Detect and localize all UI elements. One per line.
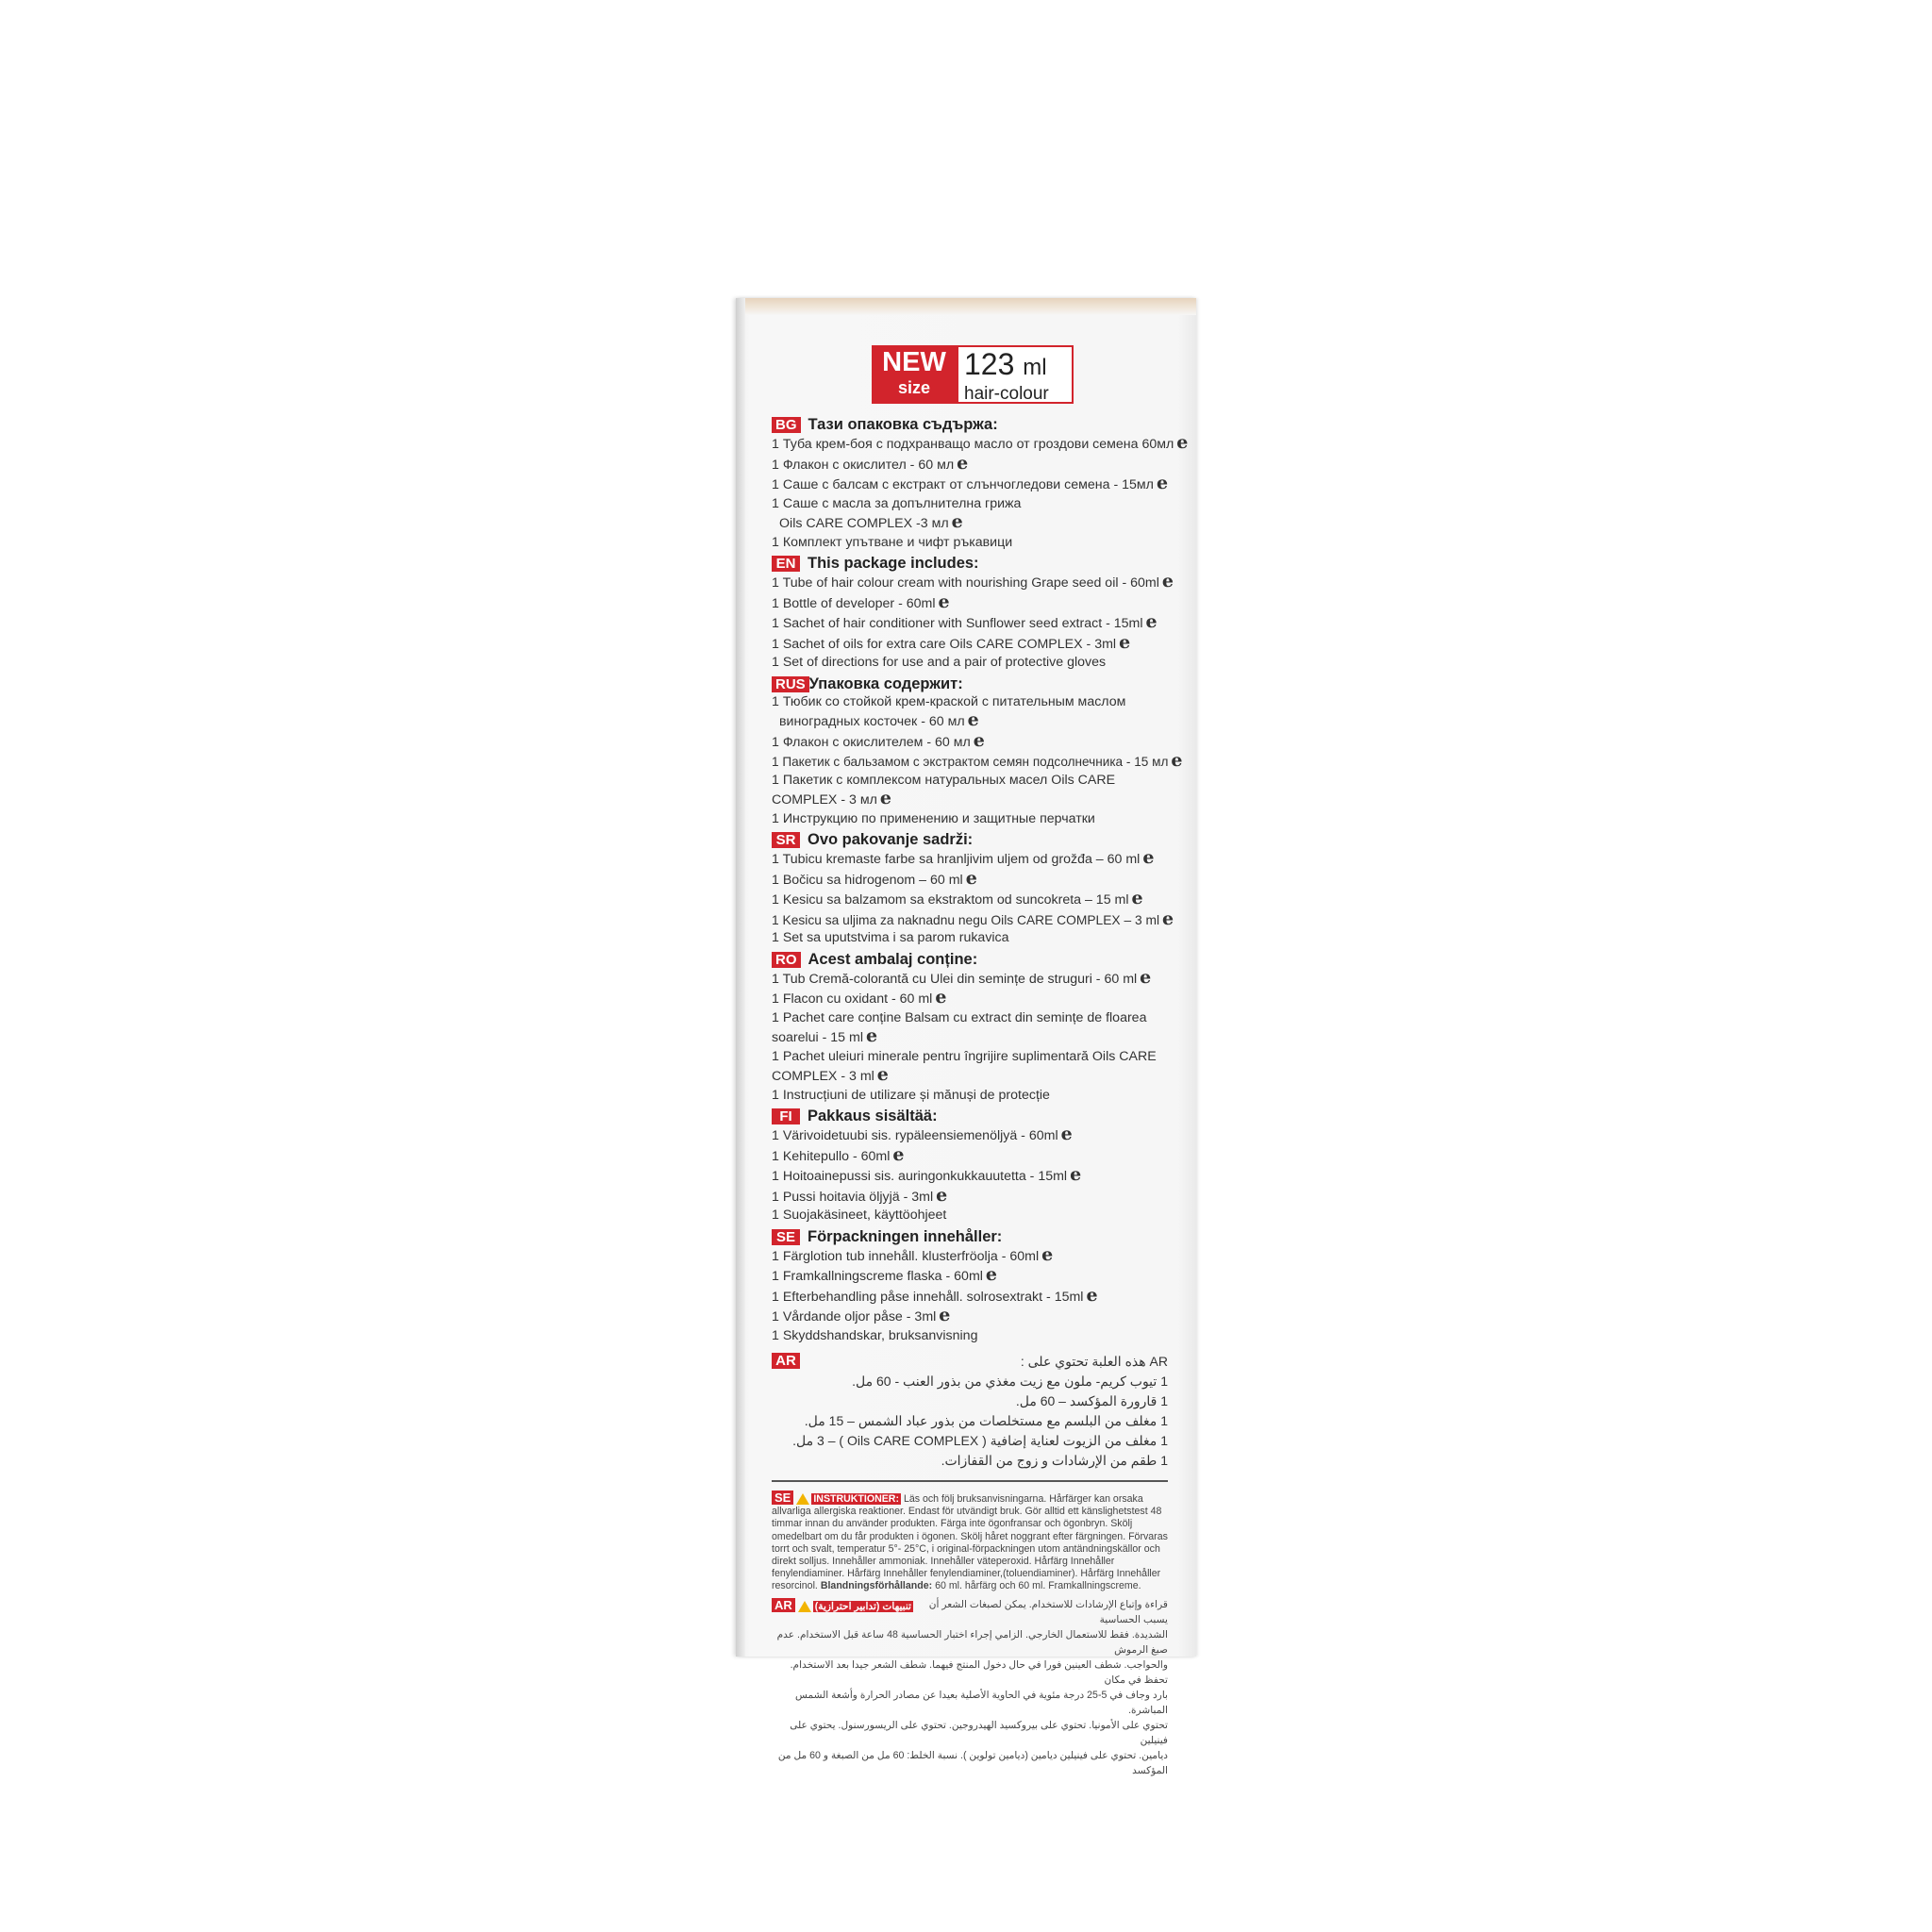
section-ar <box>772 1353 1168 1471</box>
warning-line: بارد وجاف في 5-25 درجة مئوية في الحاوية الأصلية بعيدا عن مصادر الحرارة وأشعة الشمس المباشرة. <box>794 1689 1168 1716</box>
section-bg <box>772 416 1189 552</box>
language-tag: SE <box>772 1491 793 1505</box>
list-item-text: 1 Тюбик со стойкой крем-краской с питательным маслом <box>772 693 1126 709</box>
e-mark: e <box>1171 750 1183 771</box>
section-header <box>772 831 1168 849</box>
list-item <box>772 929 1168 948</box>
list-item-text: 1 Pachet uleiuri minerale pentru îngrijire suplimentară Oils CARE <box>772 1048 1157 1064</box>
list-item <box>772 750 1183 772</box>
list-item <box>772 908 1174 930</box>
warning-line: تحتوي على الأمونيا. تحتوي على بيروكسيد الهيدروجين. تحتوي على الريسورسنول. يحتوي على فينيلين <box>790 1719 1168 1746</box>
list-item <box>772 513 1168 534</box>
list-item: 1 طقم من الإرشادات و زوج من القفازات. <box>941 1453 1168 1468</box>
list-item <box>772 1266 1168 1287</box>
list-item <box>772 1327 1168 1346</box>
list-item-text: 1 Туба крем-боя с подхранващо масло от гроздови семена 60мл <box>772 437 1174 452</box>
list-item: AR هذه العلبة تحتوي على : <box>1020 1354 1168 1369</box>
e-mark: e <box>951 511 963 532</box>
section-header <box>772 1108 1168 1125</box>
list-item <box>772 1307 1168 1327</box>
list-item <box>772 452 1168 475</box>
package-contents <box>772 413 1189 1778</box>
list-item-text: 1 Instrucțiuni de utilizare și mănuși de protecție <box>772 1087 1050 1103</box>
list-item-text: 1 Sachet of oils for extra care Oils CARE COMPLEX - 3ml <box>772 636 1117 652</box>
list-item-text: 1 Pussi hoitavia öljyjä - 3ml <box>772 1189 934 1205</box>
e-mark: e <box>866 1025 878 1046</box>
list-item <box>772 1243 1168 1267</box>
section-title: Ovo pakovanje sadrži: <box>808 831 974 848</box>
list-item <box>772 593 1168 614</box>
e-mark: e <box>1142 847 1155 868</box>
list-item-text: 1 Skyddshandskar, bruksanvisning <box>772 1327 978 1343</box>
badge-volume <box>964 347 1072 385</box>
list-item <box>772 475 1168 495</box>
divider <box>772 1480 1168 1482</box>
warning-label: INSTRUKTIONER: <box>813 1493 899 1505</box>
list-item-text: 1 Инструкцию по применению и защитные перчатки <box>772 810 1095 826</box>
warning-label: تنبيهات (تدابير احترازية) <box>814 1600 912 1612</box>
list-item <box>772 1166 1168 1187</box>
list-item <box>772 534 1168 553</box>
list-item <box>772 1284 1168 1307</box>
list-item-text: 1 Efterbehandling påse innehåll. solrosextrakt - 15ml <box>772 1289 1084 1305</box>
warning-line: ديامين. تحتوي على فينيلين ديامين (ديامين تولوين ). نسبة الخلط: 60 مل من الصبغة و 60 مل من المؤكسد <box>777 1749 1168 1776</box>
list-item-text: 1 Set sa uputstvima i sa parom rukavica <box>772 930 1009 945</box>
warning-line: الشديدة. فقط للاستعمال الخارجي. الزامي إجراء اختبار الحساسية 48 ساعة قبل الاستخدام. عدم صبغ الرموش <box>776 1628 1168 1656</box>
list-item <box>772 772 1168 791</box>
list-item: 1 قارورة المؤكسد – 60 مل. <box>1015 1393 1168 1408</box>
list-item <box>772 1184 1168 1208</box>
list-item: 1 تيوب كريم- ملون مع زيت مغذي من بذور العنب - 60 مل. <box>852 1374 1168 1389</box>
mix-ratio-label: Blandningsförhållande: <box>820 1580 933 1592</box>
section-title: Pakkaus sisältää: <box>808 1108 938 1124</box>
list-item <box>772 432 1189 455</box>
e-mark: e <box>967 709 979 730</box>
badge-volume-number: 123 <box>964 347 1015 381</box>
e-mark: e <box>1161 571 1174 591</box>
list-item <box>772 1207 1168 1225</box>
section-en <box>772 555 1174 673</box>
list-item <box>772 571 1174 593</box>
e-mark: e <box>957 452 969 474</box>
e-mark: e <box>1070 1164 1082 1185</box>
e-mark: e <box>876 1064 889 1085</box>
list-item <box>772 966 1168 990</box>
language-tag: SR <box>772 832 800 848</box>
list-item <box>772 729 1168 753</box>
list-item: 1 مغلف من الزيوت لعناية إضافية ( Oils CARE COMPLEX ) – 3 مل. <box>792 1433 1168 1448</box>
list-item-text: 1 Пакетик с бальзамом с экстрактом семян подсолнечника - 15 мл <box>772 755 1169 769</box>
list-item-text: 1 Саше с масла за допълнителна грижа <box>772 495 1022 511</box>
warning-line: قراءة وإتباع الإرشادات للاستخدام. يمكن لصبغات الشعر أن يسبب الحساسية <box>928 1598 1168 1625</box>
list-item-text: 1 Kehitepullo - 60ml <box>772 1148 891 1164</box>
list-item-text: 1 Комплект упътване и чифт ръкавици <box>772 534 1013 550</box>
list-item-text: 1 Tub Cremă-colorantă cu Ulei din semințe de struguri - 60 ml <box>772 971 1138 987</box>
e-mark: e <box>1176 432 1189 453</box>
e-mark: e <box>939 1305 951 1325</box>
list-item-text: 1 Färglotion tub innehåll. klusterfröolja - 60ml <box>772 1248 1040 1264</box>
list-item-text: 1 Tubicu kremaste farbe sa hranljivim uljem od grožđa – 60 ml <box>772 852 1141 867</box>
list-item-text: 1 Set of directions for use and a pair of protective gloves <box>772 655 1107 670</box>
badge-product: hair-colour <box>964 384 1049 404</box>
list-item-text: 1 Vårdande oljor påse - 3ml <box>772 1309 937 1324</box>
list-item-text: 1 Tube of hair colour cream with nourishing Grape seed oil - 60ml <box>772 575 1159 591</box>
warning-triangle-icon <box>798 1601 811 1612</box>
list-item <box>772 790 1168 810</box>
section-header <box>772 555 1168 573</box>
language-tag: EN <box>772 556 800 572</box>
box-top-edge <box>736 298 1196 315</box>
list-item <box>772 1027 1168 1048</box>
list-item-text: 1 Framkallningscreme flaska - 60ml <box>772 1269 983 1284</box>
section-rus <box>772 675 1183 829</box>
list-item-text: 1 Пакетик с комплексом натуральных масел Oils CARE <box>772 772 1116 788</box>
language-tag: AR <box>772 1353 800 1369</box>
list-item-text: COMPLEX - 3 мл <box>772 792 877 808</box>
warning-header-left <box>772 1597 913 1614</box>
section-title: This package includes: <box>808 555 979 572</box>
warning-text: Läs och följ bruksanvisningarna. Hårfärger kan orsaka allvarliga allergiska reaktioner. Endast för utvändigt bruk. Gör alltid ett känslighetstest 48 timmar innan du använder produkten. Färga inte ögonfransar och ögonbryn. Skölj omedelbart om du får produkten i ögonen. Skölj håret noggrant efter färgningen. Förvaras torrt och svalt, temperatur 5°- 25°C, i original-förpackningen utom antändningskällor och direkt solljus. Innehåller ammoniak. Innehåller väteperoxid. Hårfärg Innehåller fenylendiaminer. Hårfärg Innehåller fenylendiaminer,(toluendiaminer). Hårfärg Innehåller resorcinol. <box>772 1493 1168 1592</box>
section-header <box>772 1228 1168 1246</box>
list-item-text: COMPLEX - 3 ml <box>772 1069 874 1084</box>
e-mark: e <box>938 591 950 612</box>
language-tag: RO <box>772 952 801 968</box>
list-item-text: 1 Bočicu sa hidrogenom – 60 ml <box>772 872 963 888</box>
product-box-side <box>736 298 1196 1776</box>
list-item <box>772 1087 1168 1106</box>
list-item <box>772 849 1168 870</box>
language-tag: FI <box>772 1108 800 1124</box>
list-item-text: soarelui - 15 ml <box>772 1030 863 1045</box>
e-mark: e <box>973 729 985 751</box>
list-item-text: 1 Флакон с окислител - 60 мл <box>772 457 955 473</box>
e-mark: e <box>936 1184 948 1206</box>
mix-ratio-text: 60 ml. hårfärg och 60 ml. Framkallningscreme. <box>935 1580 1141 1592</box>
e-mark: e <box>1086 1284 1098 1306</box>
list-item <box>772 1125 1168 1146</box>
warning-block-ar <box>772 1597 1168 1778</box>
badge-volume-block <box>957 345 1074 404</box>
list-item-text: Oils CARE COMPLEX -3 мл <box>779 516 949 531</box>
warning-triangle-icon <box>796 1493 809 1505</box>
section-header <box>772 416 1168 434</box>
list-item-text: 1 Suojakäsineet, käyttöohjeet <box>772 1208 947 1223</box>
list-item-text: 1 Саше с балсам с екстракт от слънчогледови семена - 15мл <box>772 477 1154 492</box>
list-item <box>772 1066 1168 1087</box>
e-mark: e <box>1119 631 1131 653</box>
e-mark: e <box>879 788 891 808</box>
language-tag: SE <box>772 1229 800 1245</box>
list-item <box>772 1143 1168 1167</box>
warning-line: والحواجب. شطف العينين فورا في حال دخول المنتج فيهما. شطف الشعر جيدا بعد الاستخدام. تحفظ في مكان <box>790 1658 1168 1686</box>
e-mark: e <box>985 1264 998 1285</box>
list-item <box>772 654 1168 673</box>
list-item <box>772 810 1168 829</box>
e-mark: e <box>935 987 947 1008</box>
list-item-text: 1 Hoitoainepussi sis. auringonkukkauutetta - 15ml <box>772 1169 1068 1184</box>
e-mark: e <box>1060 1124 1073 1144</box>
list-item-text: 1 Värivoidetuubi sis. rypäleensiemenöljyä - 60ml <box>772 1128 1058 1143</box>
list-item-text: 1 Sachet of hair conditioner with Sunflower seed extract - 15ml <box>772 616 1143 631</box>
e-mark: e <box>1156 473 1169 493</box>
section-ro <box>772 951 1168 1106</box>
e-mark: e <box>1140 966 1152 988</box>
section-title: Тази опаковка съдържа: <box>808 416 998 433</box>
list-item-text: 1 Kesicu sa balzamom sa ekstraktom od suncokreta – 15 ml <box>772 892 1129 908</box>
list-item <box>772 495 1168 514</box>
section-title: Упаковка содержит: <box>808 675 963 692</box>
list-item <box>772 989 1168 1009</box>
badge-new-text: NEW <box>882 347 946 377</box>
list-item-text: 1 Bottle of developer - 60ml <box>772 595 936 611</box>
e-mark: e <box>1162 908 1174 929</box>
warning-header-ar <box>772 1597 1168 1627</box>
list-item-text: 1 Pachet care conține Balsam cu extract din semințe de floarea <box>772 1009 1147 1025</box>
e-mark: e <box>1131 888 1143 908</box>
list-item <box>772 711 1168 732</box>
e-mark: e <box>965 867 977 889</box>
badge-volume-unit: ml <box>1023 355 1047 380</box>
language-tag: BG <box>772 417 801 433</box>
box-left-edge <box>736 298 745 1657</box>
badge-new-block <box>872 345 957 404</box>
warning-block-se <box>772 1490 1168 1593</box>
language-tag: AR <box>772 1598 795 1612</box>
new-size-badge <box>872 345 1074 404</box>
list-item <box>772 890 1168 910</box>
list-item-text: виноградных косточек - 60 мл <box>779 714 965 729</box>
list-item <box>772 631 1168 655</box>
e-mark: e <box>1145 611 1158 632</box>
list-item-text: 1 Flacon cu oxidant - 60 ml <box>772 991 933 1007</box>
language-tag: RUS <box>772 676 809 692</box>
section-header <box>772 951 1168 969</box>
badge-size-text: size <box>897 378 931 397</box>
section-title: Acest ambalaj conține: <box>808 950 978 968</box>
section-title: Förpackningen innehåller: <box>808 1227 1003 1245</box>
list-item <box>772 1009 1168 1028</box>
list-item <box>772 867 1168 891</box>
list-item-text: 1 Флакон с окислителем - 60 мл <box>772 734 971 750</box>
e-mark: e <box>892 1143 905 1165</box>
section-sr <box>772 831 1174 948</box>
list-item <box>772 613 1168 634</box>
section-fi <box>772 1108 1168 1225</box>
section-se <box>772 1228 1168 1346</box>
section-header <box>772 675 1168 693</box>
list-item <box>772 1048 1168 1067</box>
list-item: 1 مغلف من البلسم مع مستخلصات من بذور عباد الشمس – 15 مل. <box>804 1413 1168 1428</box>
e-mark: e <box>1041 1243 1054 1265</box>
list-item-text: 1 Kesicu sa uljima za naknadnu negu Oils CARE COMPLEX – 3 ml <box>772 912 1160 927</box>
